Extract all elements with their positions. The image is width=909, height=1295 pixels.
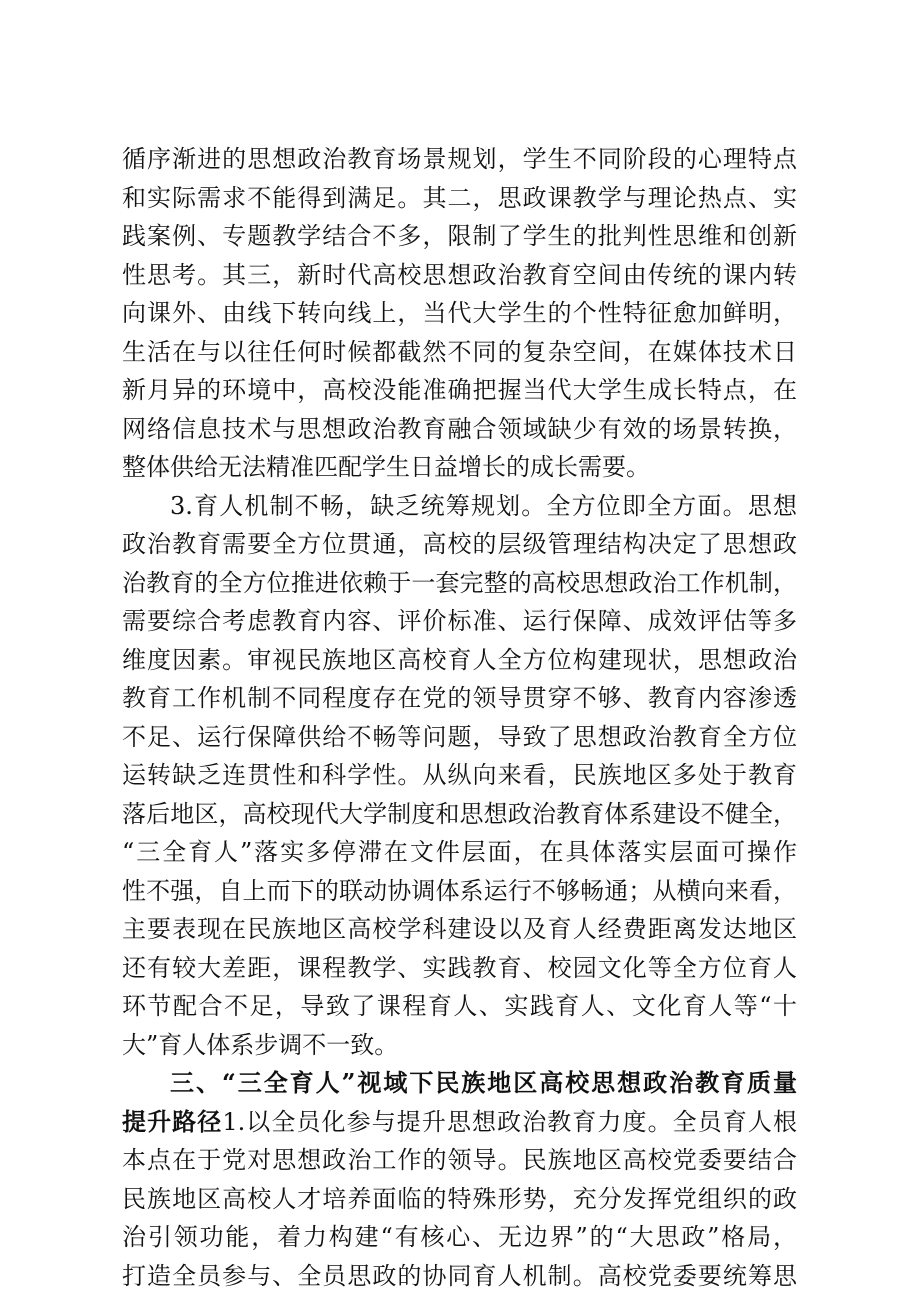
paragraph-line: 需要综合考虑教育内容、评价标准、运行保障、成效评估等多 (122, 602, 797, 641)
paragraph-line: 教育工作机制不同程度存在党的领导贯穿不够、教育内容渗透 (122, 679, 797, 718)
paragraph-line: 循序渐进的思想政治教育场景规划，学生不同阶段的心理特点 (122, 140, 797, 179)
paragraph-line: 治引领功能，着力构建“有核心、无边界”的“大思政”格局， (122, 1218, 797, 1257)
paragraph-line: 大”育人体系步调不一致。 (122, 1026, 797, 1065)
paragraph-line: 打造全员参与、全员思政的协同育人机制。高校党委要统筹思 (122, 1257, 797, 1295)
paragraph-line: 主要表现在民族地区高校学科建设以及育人经费距离发达地区 (122, 910, 797, 949)
paragraph-line: 运转缺乏连贯性和科学性。从纵向来看，民族地区多处于教育 (122, 756, 797, 795)
paragraph-line: “三全育人”落实多停滞在文件层面，在具体落实层面可操作 (122, 833, 797, 872)
paragraph-line-start: 1.以全员化参与提升思想政治教育力度。全员育人根 (222, 1108, 797, 1136)
paragraph-line: 整体供给无法精准匹配学生日益增长的成长需要。 (122, 448, 797, 487)
paragraph-line: 新月异的环境中，高校没能准确把握当代大学生成长特点，在 (122, 371, 797, 410)
paragraph-line: 政治教育需要全方位贯通，高校的层级管理结构决定了思想政 (122, 525, 797, 564)
paragraph-line: 不足、运行保障供给不畅等问题，导致了思想政治教育全方位 (122, 718, 797, 757)
paragraph-line: 向课外、由线下转向线上，当代大学生的个性特征愈加鲜明， (122, 294, 797, 333)
paragraph-line: 本点在于党对思想政治工作的领导。民族地区高校党委要结合 (122, 1141, 797, 1180)
paragraph-line: 性思考。其三，新时代高校思想政治教育空间由传统的课内转 (122, 256, 797, 295)
paragraph-line: 民族地区高校人才培养面临的特殊形势，充分发挥党组织的政 (122, 1180, 797, 1219)
paragraph-line: 落后地区，高校现代大学制度和思想政治教育体系建设不健全， (122, 795, 797, 834)
paragraph-line: 治教育的全方位推进依赖于一套完整的高校思想政治工作机制， (122, 564, 797, 603)
paragraph-line: 践案例、专题教学结合不多，限制了学生的批判性思维和创新 (122, 217, 797, 256)
paragraph-line: 网络信息技术与思想政治教育融合领域缺少有效的场景转换， (122, 410, 797, 449)
paragraph-line: 3.育人机制不畅，缺乏统筹规划。全方位即全方面。思想 (122, 487, 797, 526)
section-heading-tail: 提升路径 (122, 1107, 222, 1136)
paragraph-line: 和实际需求不能得到满足。其二，思政课教学与理论热点、实 (122, 179, 797, 218)
paragraph-line: 维度因素。审视民族地区高校育人全方位构建现状，思想政治 (122, 641, 797, 680)
paragraph-line: 性不强，自上而下的联动协调体系运行不够畅通；从横向来看， (122, 872, 797, 911)
paragraph-line: 环节配合不足，导致了课程育人、实践育人、文化育人等“十 (122, 987, 797, 1026)
paragraph-line: 还有较大差距，课程教学、实践教育、校园文化等全方位育人 (122, 949, 797, 988)
heading-continuation-line (122, 1103, 797, 1142)
section-heading: 三、“三全育人”视域下民族地区高校思想政治教育质量 (122, 1064, 797, 1103)
body-text-block (122, 140, 797, 1295)
paragraph-line: 生活在与以往任何时候都截然不同的复杂空间，在媒体技术日 (122, 333, 797, 372)
